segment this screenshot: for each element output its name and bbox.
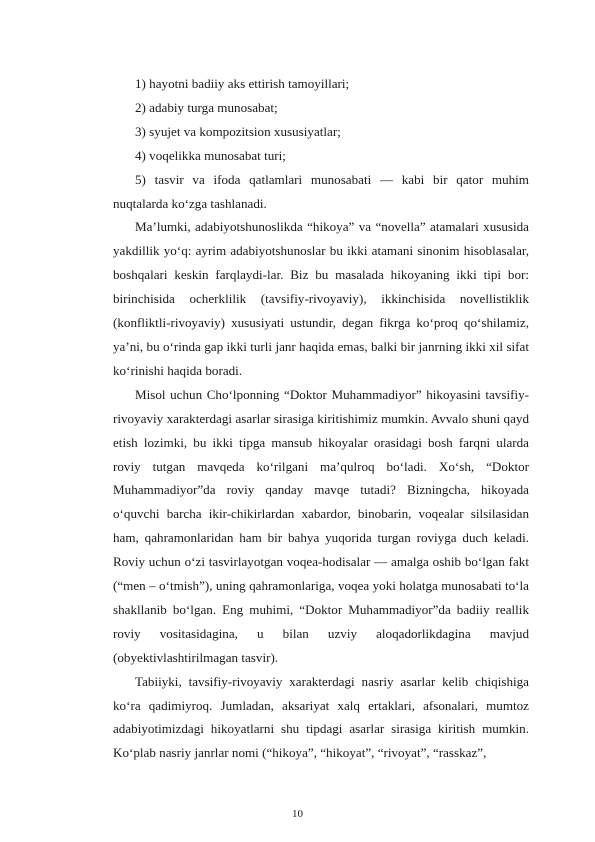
document-body xyxy=(113,72,529,765)
paragraph: Misol uchun Cho‘lponning “Doktor Muhammadiyor” hikoyasini tavsifiy-rivoyaviy xarakterdagi asarlar sirasiga kiritishimiz mumkin. Avvalo shuni qayd etish lozimki, bu ikki tipga mansub hikoyalar orasidagi bosh farqni ularda roviy tutgan mavqeda ko‘rilgani ma’qulroq bo‘ladi. Xo‘sh, “Doktor Muhammadiyor”da roviy qanday mavqe tutadi? Bizningcha, hikoyada o‘quvchi barcha ikir-chikirlardan xabardor, binobarin, voqealar silsilasidan ham, qahramonlaridan ham bir bahya yuqorida turgan roviyga duch keladi. Roviy uchun o‘zi tasvirlayotgan voqea-hodisalar — amalga oshib bo‘lgan fakt (“men – o‘tmish”), uning qahramonlariga, voqea yoki holatga munosabati to‘la shakllanib bo‘lgan. Eng muhimi, “Doktor Muhammadiyor”da badiiy reallik roviy vositasidagina, u bilan uzviy aloqadorlikdagina mavjud (obyektivlashtirilmagan tasvir). xyxy=(113,386,529,665)
page-number: 10 xyxy=(292,808,303,820)
list-item: 4) voqelikka munosabat turi; xyxy=(135,147,286,163)
paragraph: Tabiiyki, tavsifiy-rivoyaviy xarakterdagi nasriy asarlar kelib chiqishiga ko‘ra qadimiyroq. Jumladan, aksariyat xalq ertaklari, afsonalari, mumtoz adabiyotimizdagi hikoyatlarni shu tipdagi asarlar sirasiga kiritish mumkin. Ko‘plab nasriy janrlar nomi (“hikoya”, “hikoyat”, “rivoyat”, “rasskaz”, xyxy=(113,673,529,761)
paragraph: Ma’lumki, adabiyotshunoslikda “hikoya” va “novella” atamalari xususida yakdillik yo‘q: ayrim adabiyotshunoslar bu ikki atamani sinonim hisoblasalar, boshqalari keskin farqlaydi-lar. Biz bu masalada hikoyaning ikki tipi bor: birinchisida ocherklilik (tavsifiy-rivoyaviy), ikkinchisida novellistiklik (konfliktli-rivoyaviy) xususiyati ustundir, degan fikrga ko‘proq qo‘shilamiz, ya’ni, bu o‘rinda gap ikki turli janr haqida emas, balki bir janrning ikki xil sifat ko‘rinishi haqida boradi. xyxy=(113,219,529,378)
list-item: 2) adabiy turga munosabat; xyxy=(135,99,278,115)
list-item: 3) syujet va kompozitsion xususiyatlar; xyxy=(135,123,341,139)
paragraph: 5) tasvir va ifoda qatlamlari munosabati — kabi bir qator muhim nuqtalarda ko‘zga tashlanadi. xyxy=(113,171,529,211)
list-item: 1) hayotni badiiy aks ettirish tamoyillari; xyxy=(135,76,350,91)
